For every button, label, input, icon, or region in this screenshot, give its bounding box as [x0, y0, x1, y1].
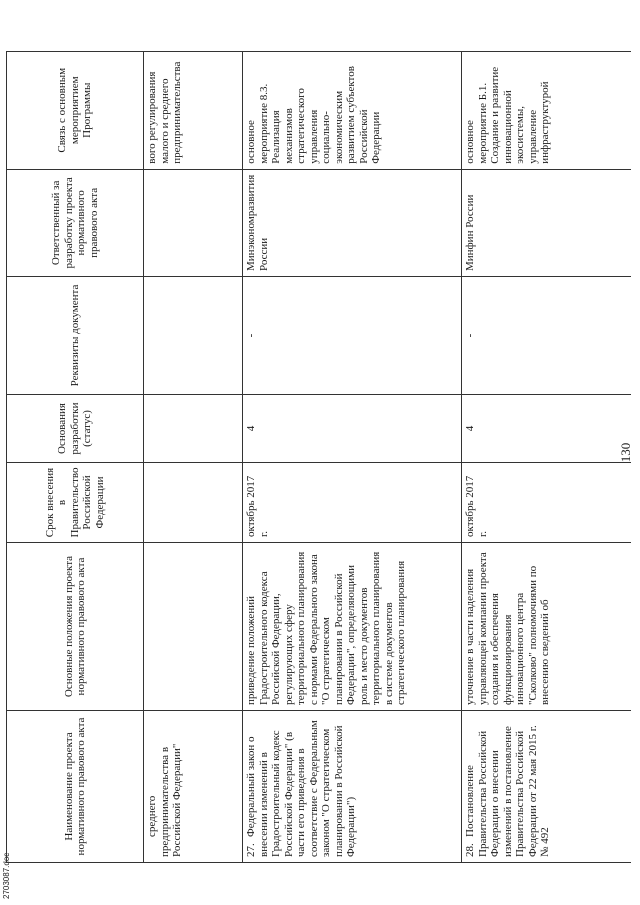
table-row-continuation: [144, 51, 243, 862]
table-row: [462, 51, 632, 862]
header-deadline: Срок внесения в Правительство Российской Федерации: [7, 463, 144, 543]
deadline-cell: октябрь 2017 г.: [462, 463, 632, 543]
requisites-cell: -: [462, 277, 632, 395]
responsible-cell: Минэкономразвития России: [243, 169, 462, 276]
header-program-link: Связь с основным мероприятием Программы: [7, 51, 144, 169]
continuation-act-name: среднего предпринимательства в Российской Федерации": [144, 711, 243, 863]
page-number: 130: [618, 442, 633, 463]
act-name-cell: 27.Федеральный закон о внесении изменений в Градостроительный кодекс Российской Федерации" (в части его приведения в соответствие с Федеральным законом "О стратегическом планировании в Российской Федерации"): [243, 711, 462, 863]
continuation-program-link: вого регулирования малого и среднего предпринимательства: [144, 51, 243, 169]
document-file-code: 2703087.doc: [2, 852, 11, 899]
basis-cell: 4: [462, 395, 632, 463]
deadline-cell: октябрь 2017 г.: [243, 463, 462, 543]
table-row: [243, 51, 462, 862]
basis-cell: 4: [243, 395, 462, 463]
header-requisites: Реквизиты документа: [7, 277, 144, 395]
provisions-cell: уточнение в части наделения управляющей компании проекта создания и обеспечения функционирования инновационного центра "Сколково" полномочиями по внесению сведений об: [462, 543, 632, 711]
legislation-table: [6, 51, 631, 863]
table-header-row: [7, 51, 144, 862]
provisions-cell: приведение положений Градостроительного кодекса Российской Федерации, регулирующих сферу территориального планирования с нормами Федерального закона "О стратегическом планировании в Российской Федерации", определяющими роль и место документов территориального планирования в системе документов стратегического планирования: [243, 543, 462, 711]
program-link-cell: основное мероприятие Б.1. Создание и развитие инновационной экосистемы, управление инфраструктурой: [462, 51, 632, 169]
row-number: 27.: [245, 843, 257, 857]
header-main-provisions: Основные положения проекта нормативного правового акта: [7, 543, 144, 711]
header-responsible: Ответственный за разработку проекта нормативного правового акта: [7, 169, 144, 276]
requisites-cell: -: [243, 277, 462, 395]
responsible-cell: Минфин России: [462, 169, 632, 276]
row-number: 28.: [464, 843, 476, 857]
act-name-cell: 28.Постановление Правительства Российской Федерации о внесении изменений в постановление Правительства Российской Федерации от 22 мая 2015 г. № 492: [462, 711, 632, 863]
header-basis: Основания разработки (статус): [7, 395, 144, 463]
program-link-cell: основное мероприятие 8.3. Реализация механизмов стратегического управления социально-экономическим развитием субъектов Российской Федерации: [243, 51, 462, 169]
header-act-name: Наименование проекта нормативного правового акта: [7, 711, 144, 863]
